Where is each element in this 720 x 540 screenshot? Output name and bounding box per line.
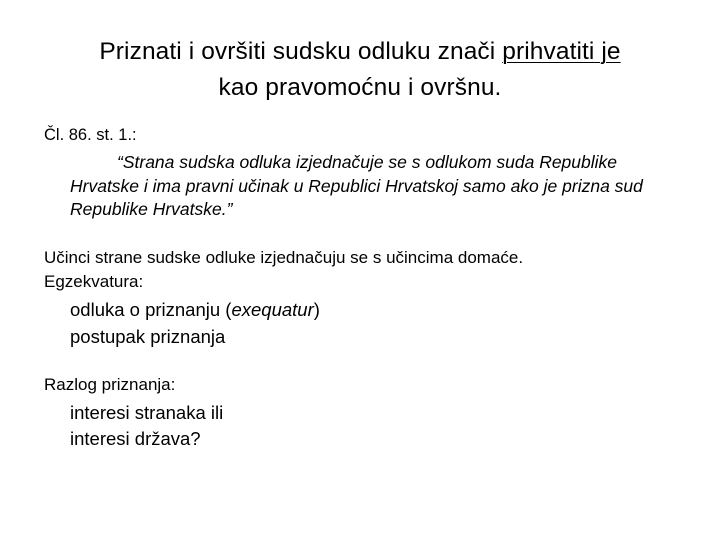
- reasons-item-1: interesi stranaka ili: [70, 402, 224, 423]
- exequatur-term: exequatur: [231, 299, 314, 320]
- title-lead: Priznati i ovršiti sudsku odluku znači: [99, 38, 503, 65]
- reasons-item-2: interesi država?: [70, 428, 201, 449]
- exequatur-prefix: odluka o priznanju (: [70, 299, 232, 320]
- title-line-2: kao pravomoćnu i ovršnu.: [218, 74, 502, 101]
- reasons-list: [70, 400, 223, 452]
- exequatur-heading: Egzekvatura:: [44, 272, 144, 291]
- exequatur-suffix: ): [313, 299, 320, 320]
- exequatur-list: [70, 296, 320, 350]
- slide-title: [0, 34, 720, 106]
- effects-paragraph: [44, 246, 523, 294]
- reasons-heading: Razlog priznanja:: [44, 375, 176, 394]
- title-underlined-phrase: prihvatiti je: [502, 38, 621, 65]
- exequatur-item-1: [70, 296, 320, 323]
- exequatur-item-2: postupak priznanja: [70, 326, 226, 347]
- effects-line-1: Učinci strane sudske odluke izjednačuju se s učincima domaće.: [44, 248, 524, 267]
- article-quote: “Strana sudska odluka izjednačuje se s odlukom suda Republike Hrvatske i ima pravni učinak u Republici Hrvatskoj samo ako je prizna sud Republike Hrvatske.”: [70, 152, 643, 219]
- article-reference: Čl. 86. st. 1.:: [44, 126, 137, 144]
